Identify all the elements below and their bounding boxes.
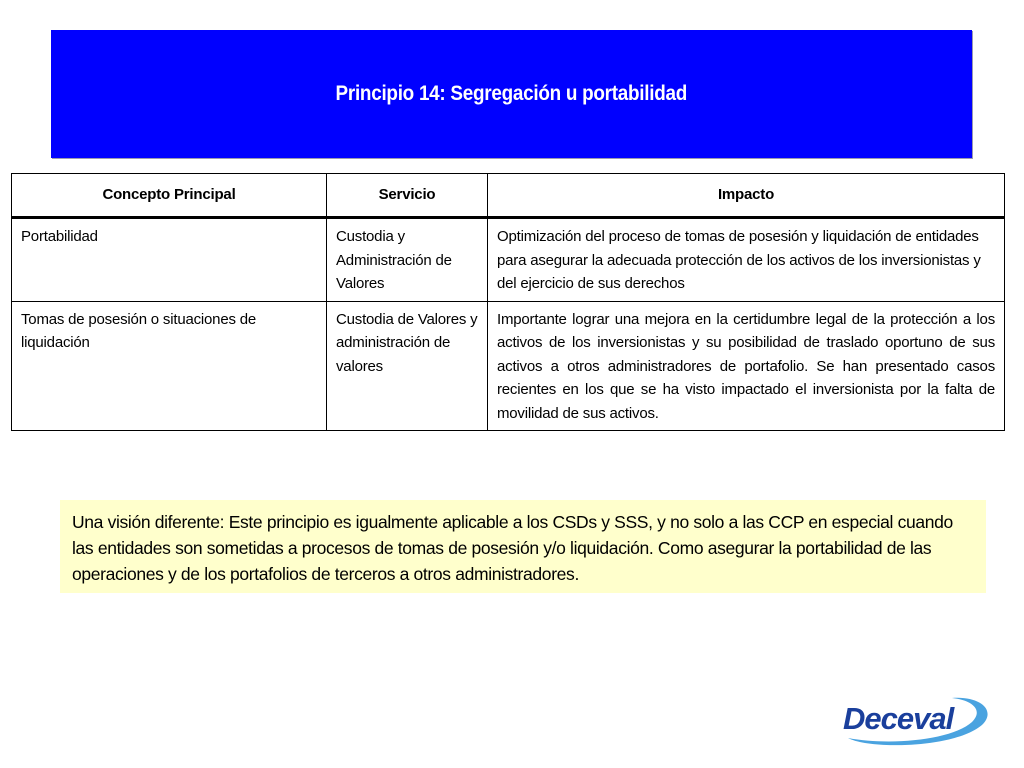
cell-impacto: Optimización del proceso de tomas de posesión y liquidación de entidades para asegurar la adecuada protección de los activos de los inversionistas y del ejercicio de sus derechos xyxy=(488,218,1005,302)
header-servicio: Servicio xyxy=(327,174,488,218)
table-row xyxy=(12,301,1005,431)
cell-servicio: Custodia de Valores y administración de valores xyxy=(327,301,488,431)
note-box xyxy=(60,500,986,593)
table-header-row xyxy=(12,174,1005,218)
deceval-logo xyxy=(840,690,990,752)
cell-concepto: Portabilidad xyxy=(12,218,327,302)
cell-servicio: Custodia y Administración de Valores xyxy=(327,218,488,302)
logo-wordmark: Deceval xyxy=(843,701,954,736)
header-impacto: Impacto xyxy=(488,174,1005,218)
header-concepto: Concepto Principal xyxy=(12,174,327,218)
note-text: Una visión diferente: Este principio es igualmente aplicable a los CSDs y SSS, y no solo a las CCP en especial cuando las entidades son sometidas a procesos de tomas de posesión y/o liquidación. Como asegurar la portabilidad de las operaciones y de los portafolios de terceros a otros administradores. xyxy=(72,512,953,584)
table-row xyxy=(12,218,1005,302)
slide-title: Principio 14: Segregación u portabilidad xyxy=(335,82,688,105)
cell-concepto: Tomas de posesión o situaciones de liquidación xyxy=(12,301,327,431)
title-banner xyxy=(51,30,972,158)
principles-table xyxy=(11,173,1005,431)
cell-impacto: Importante lograr una mejora en la certidumbre legal de la protección a los activos de los inversionistas y su posibilidad de traslado oportuno de sus activos a otros administradores de portafolio. Se han presentado casos recientes en los que se ha visto impactado el inversionista por la falta de movilidad de sus activos. xyxy=(488,301,1005,431)
